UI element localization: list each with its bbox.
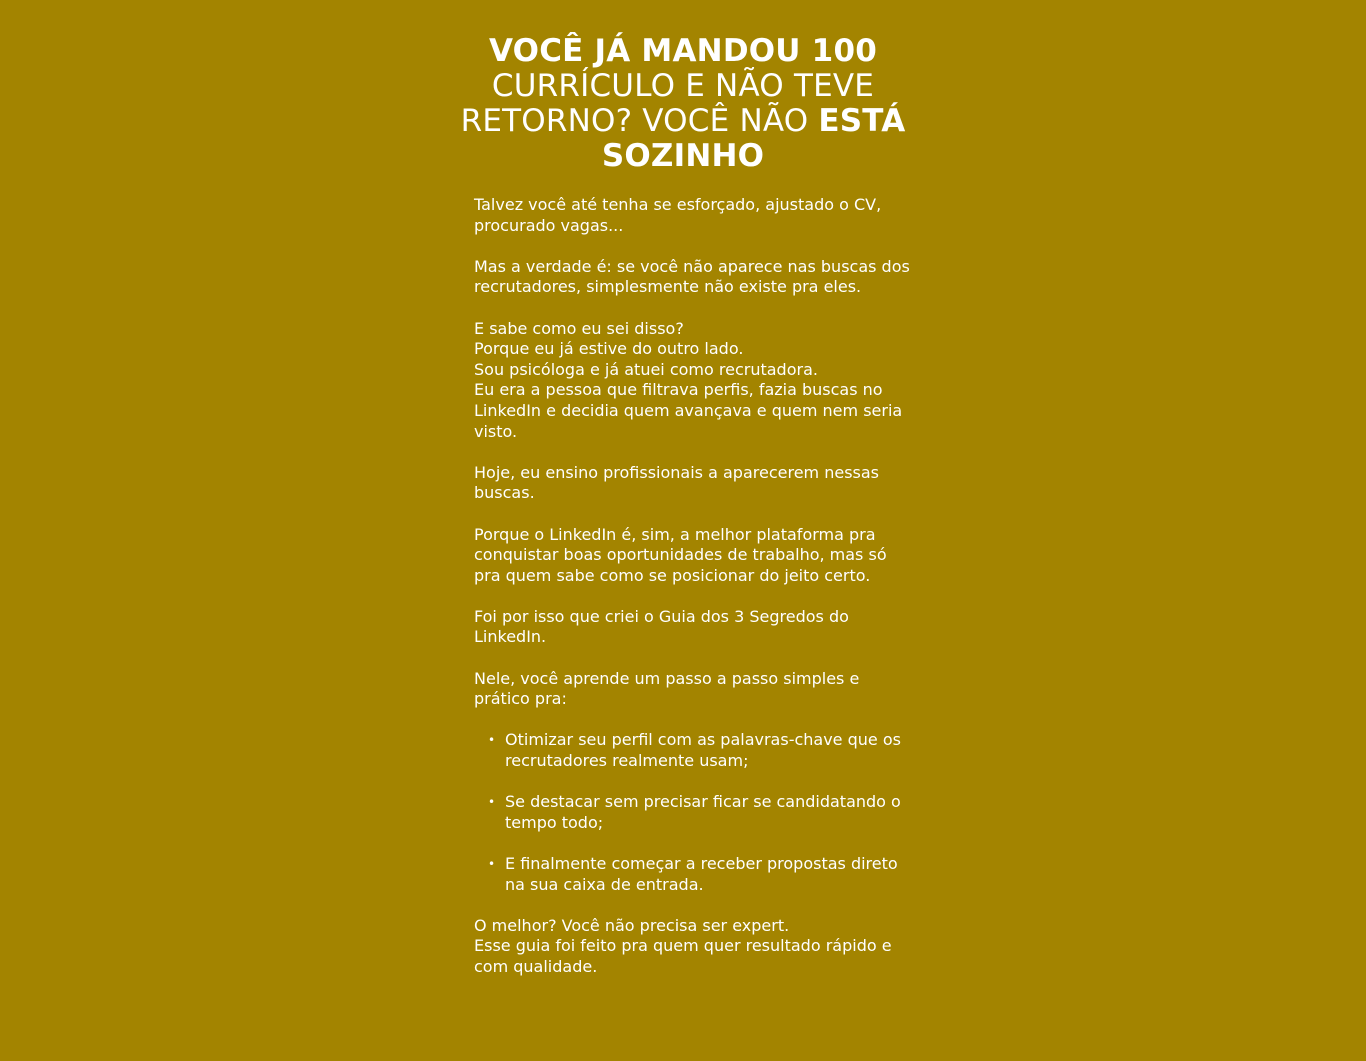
page-title: [433, 34, 933, 174]
paragraph-line: Sou psicóloga e já atuei como recrutadora.: [474, 359, 818, 379]
headline-bold-part-2: ESTÁ SOZINHO: [601, 103, 906, 174]
paragraph-closing: [474, 916, 914, 978]
headline-bold-part-1: VOCÊ JÁ MANDOU 100: [489, 33, 877, 69]
paragraph-truth: Mas a verdade é: se você não aparece nas buscas dos recrutadores, simplesmente não existe pra eles.: [474, 256, 910, 297]
paragraph-learn: Nele, você aprende um passo a passo simples e prático pra:: [474, 668, 860, 709]
paragraph-line: Eu era a pessoa que filtrava perfis, fazia buscas no LinkedIn e decidia quem avançava e quem nem seria visto.: [474, 380, 903, 441]
paragraph-line: Porque eu já estive do outro lado.: [474, 339, 744, 359]
paragraph-line: E sabe como eu sei disso?: [474, 318, 684, 338]
bullet-icon: •: [488, 857, 496, 871]
list-item-text: E finalmente começar a receber propostas direto na sua caixa de entrada.: [505, 854, 898, 894]
paragraph-line: O melhor? Você não precisa ser expert.: [474, 915, 790, 935]
benefits-list: [474, 730, 914, 895]
sales-copy: [474, 195, 914, 978]
list-item-text: Otimizar seu perfil com as palavras-chave que os recrutadores realmente usam;: [505, 730, 901, 771]
paragraph-linkedin: Porque o LinkedIn é, sim, a melhor plataforma pra conquistar boas oportunidades de trabalho, mas só pra quem sabe como se posicionar do jeito certo.: [474, 524, 887, 585]
list-item: [488, 854, 914, 895]
paragraph-line: Esse guia foi feito pra quem quer resultado rápido e com qualidade.: [474, 936, 892, 976]
paragraph-intro: Talvez você até tenha se esforçado, ajustado o CV, procurado vagas...: [474, 195, 882, 235]
paragraph-background: [474, 319, 914, 443]
list-item: [488, 730, 914, 771]
paragraph-guide: Foi por isso que criei o Guia dos 3 Segredos do LinkedIn.: [474, 606, 849, 647]
bullet-icon: •: [488, 795, 496, 810]
headline-regular-part: CURRÍCULO E NÃO TEVE RETORNO? VOCÊ NÃO: [460, 68, 875, 139]
paragraph-today: Hoje, eu ensino profissionais a aparecerem nessas buscas.: [474, 462, 880, 503]
list-item-text: Se destacar sem precisar ficar se candidatando o tempo todo;: [505, 792, 901, 832]
bullet-icon: •: [488, 733, 496, 748]
list-item: [488, 792, 914, 833]
